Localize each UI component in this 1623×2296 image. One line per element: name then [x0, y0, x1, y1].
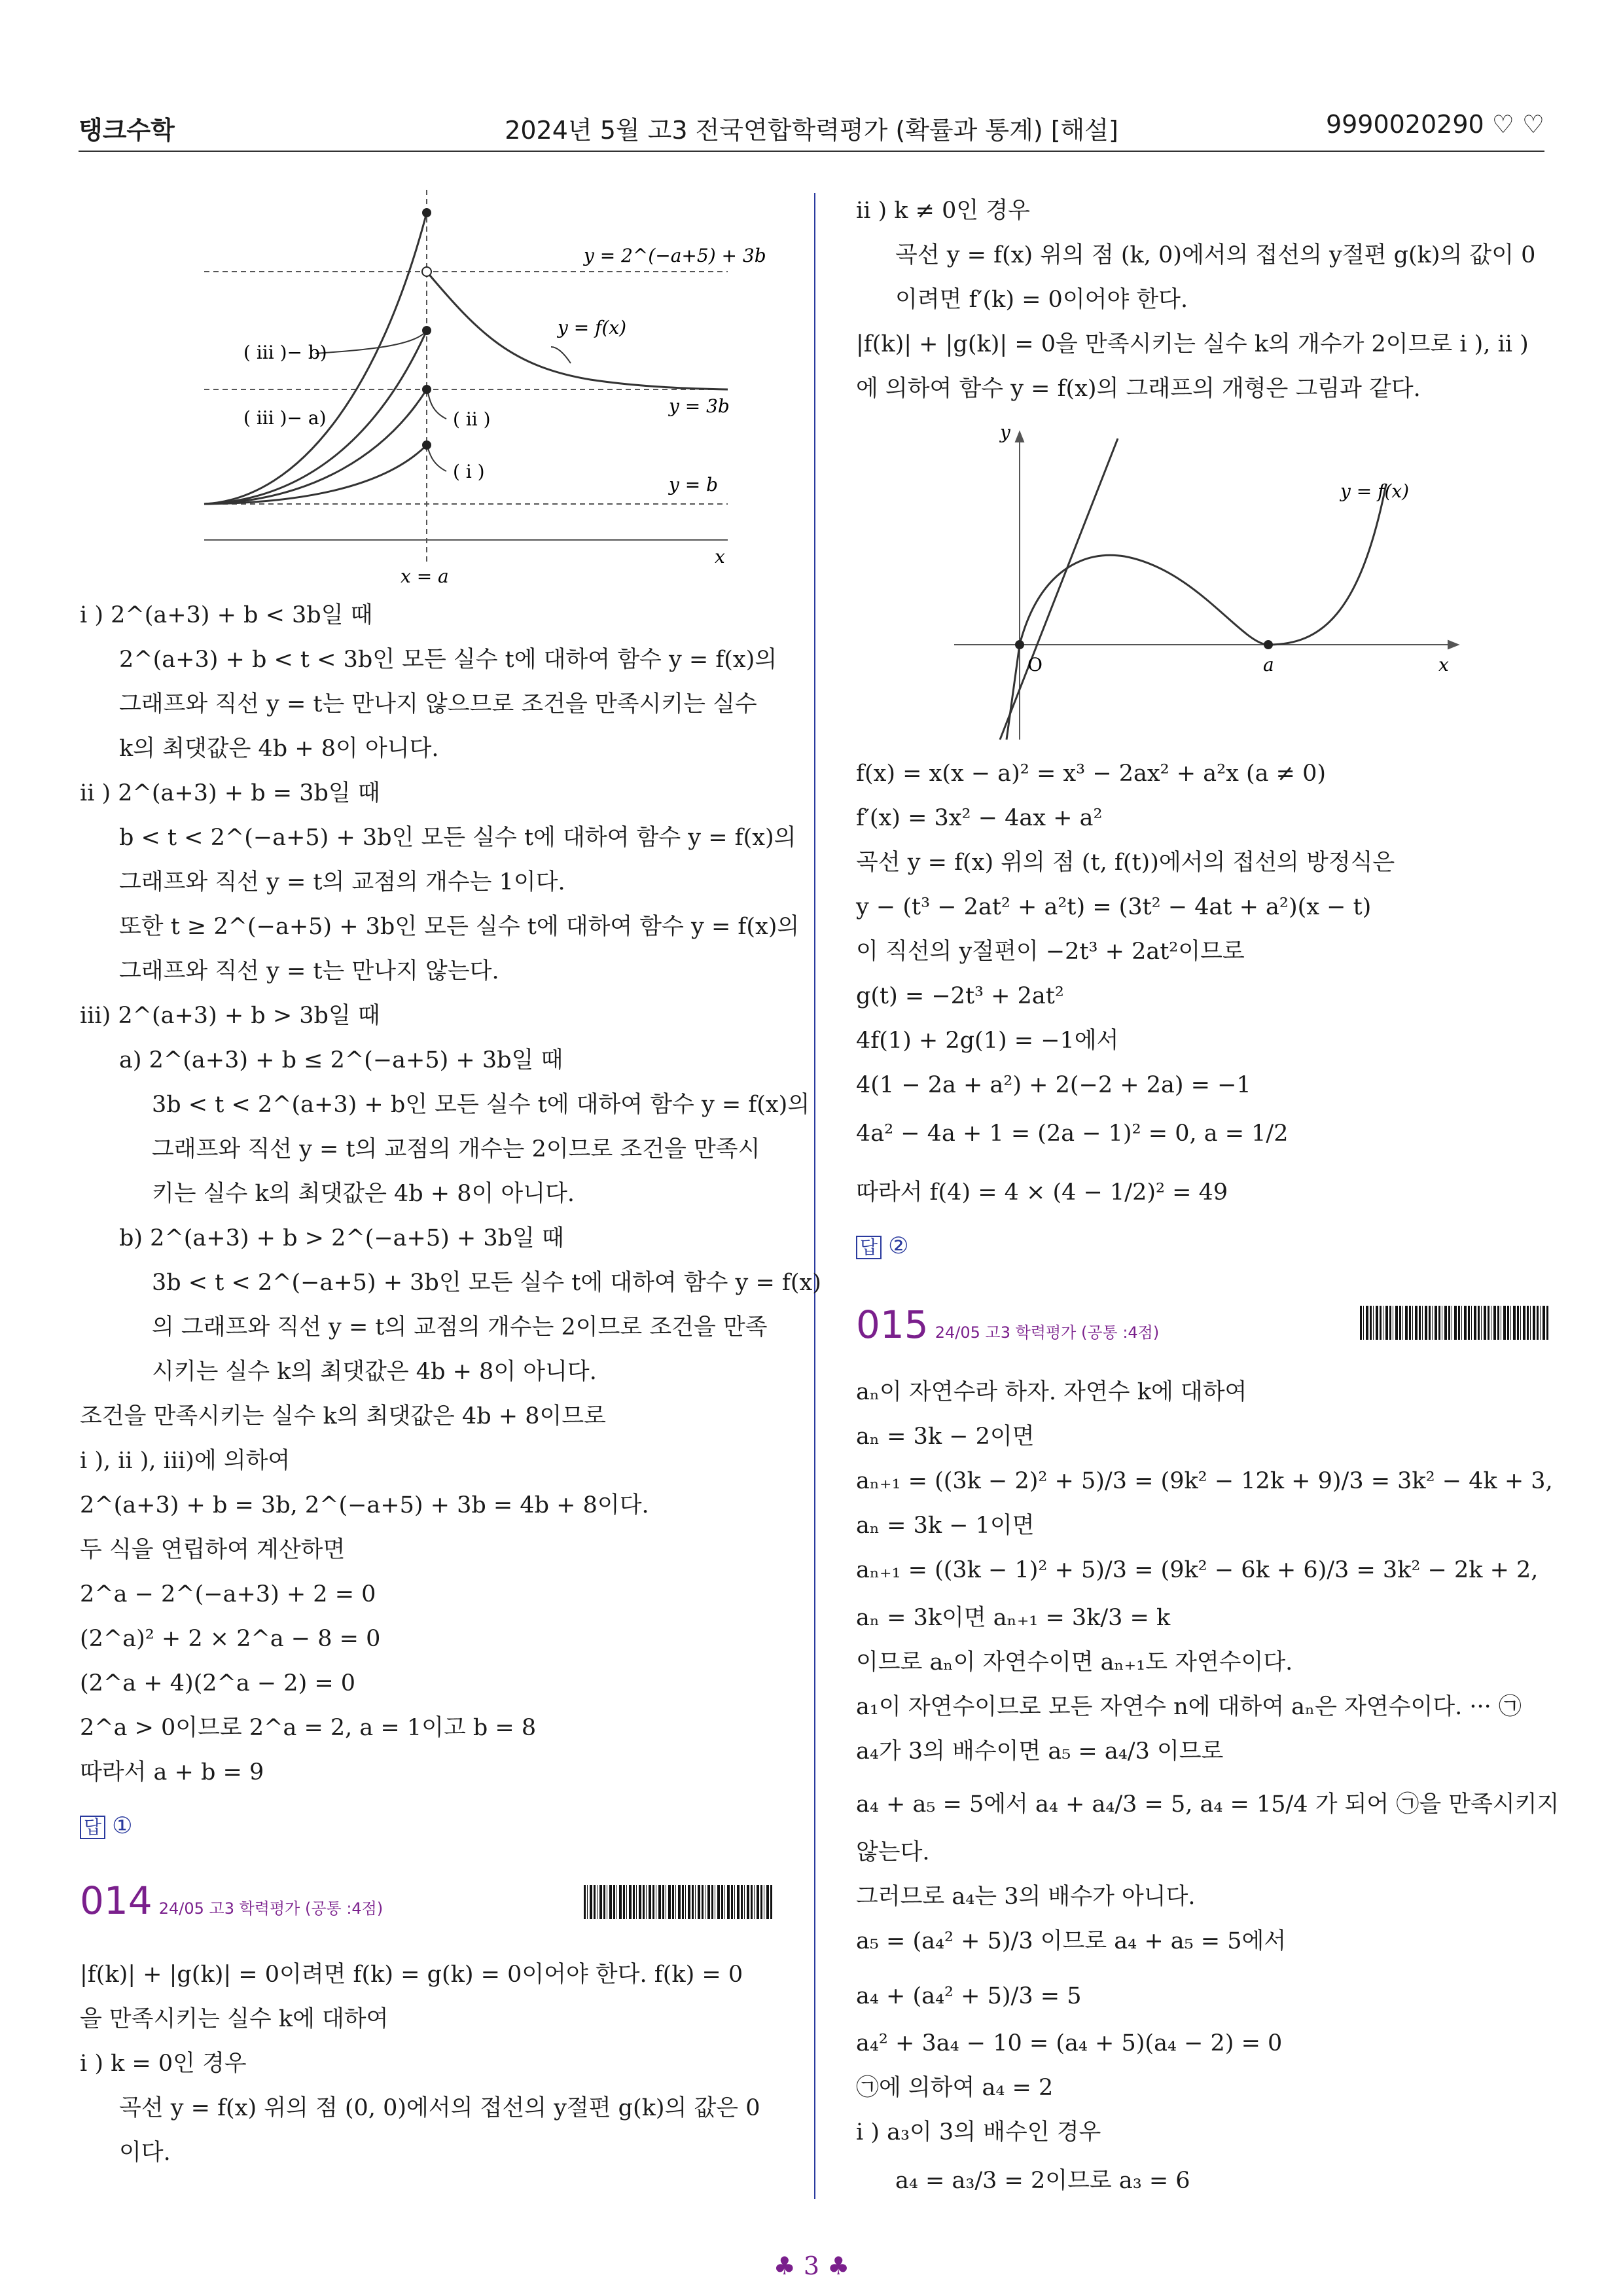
label-xa: x = a [401, 565, 449, 587]
problem-015-heading [856, 1302, 1159, 1347]
label-top: y = 2^(−a+5) + 3b [584, 245, 766, 266]
text-line: (2^a)² + 2 × 2^a − 8 = 0 [80, 1626, 381, 1652]
answer-box: 답 [856, 1236, 882, 1259]
text-line: a₄ = a₃/3 = 2이므로 a₃ = 6 [895, 2168, 1190, 2194]
text-line: 2^(a+3) + b = 3b, 2^(−a+5) + 3b = 4b + 8이다. [80, 1492, 649, 1518]
text-line: i ), ii ), iii)에 의하여 [80, 1448, 291, 1474]
text-line: 곡선 y = f(x) 위의 점 (0, 0)에서의 접선의 y절편 g(k)의 값은 0 [119, 2095, 760, 2121]
label-f: y = f(x) [1340, 480, 1410, 502]
barcode-015 [1360, 1306, 1550, 1340]
point-a [1264, 640, 1273, 649]
text-line: aₙ이 자연수라 하자. 자연수 k에 대하여 [856, 1379, 1247, 1405]
answer-value: ② [888, 1233, 909, 1259]
text-line: 곡선 y = f(x) 위의 점 (k, 0)에서의 접선의 y절편 g(k)의 값이 0 [895, 242, 1536, 268]
problem-meta: 24/05 고3 학력평가 (공통 :4점) [935, 1323, 1160, 1342]
problem-number: 014 [80, 1878, 152, 1923]
text-line: a₄² + 3a₄ − 10 = (a₄ + 5)(a₄ − 2) = 0 [856, 2030, 1283, 2056]
answer-value: ① [112, 1813, 133, 1839]
text-line: b < t < 2^(−a+5) + 3b인 모든 실수 t에 대하여 함수 y = f(x)의 [119, 825, 796, 851]
text-line: 그래프와 직선 y = t는 만나지 않으므로 조건을 만족시키는 실수 [119, 691, 757, 717]
iiib-label-pointer [315, 334, 423, 353]
text-line: 이다. [119, 2140, 171, 2166]
problem-meta: 24/05 고3 학력평가 (공통 :4점) [158, 1899, 383, 1918]
text-line: 그래프와 직선 y = t는 만나지 않는다. [119, 958, 499, 984]
problem-number: 015 [856, 1302, 929, 1347]
text-line: 키는 실수 k의 최댓값은 4b + 8이 아니다. [152, 1181, 575, 1207]
answer-013 [80, 1812, 132, 1840]
text-line: 시키는 실수 k의 최댓값은 4b + 8이 아니다. [152, 1359, 597, 1385]
text-line: 2^(a+3) + b < t < 3b인 모든 실수 t에 대하여 함수 y = f(x)의 [119, 647, 777, 673]
text-line: (2^a + 4)(2^a − 2) = 0 [80, 1670, 356, 1696]
label-iiib: ( iii )− b) [243, 342, 327, 363]
text-line: 그래프와 직선 y = t의 교점의 개수는 1이다. [119, 869, 565, 895]
label-f: y = f(x) [558, 317, 627, 338]
point-i [422, 440, 431, 450]
label-ii: ( ii ) [453, 408, 491, 430]
y-axis-arrow [1016, 432, 1024, 442]
label-a: a [1263, 654, 1274, 675]
text-line: f(x) = x(x − a)² = x³ − 2ax² + a²x (a ≠ 0) [856, 761, 1327, 787]
text-line: a₄가 3의 배수이면 a₅ = a₄/3 이므로 [856, 1738, 1224, 1765]
text-line: 에 의하여 함수 y = f(x)의 그래프의 개형은 그림과 같다. [856, 376, 1421, 402]
origin-point [1015, 640, 1024, 649]
tangent-line [1000, 439, 1118, 740]
text-line: 이므로 aₙ이 자연수이면 aₙ₊₁도 자연수이다. [856, 1649, 1293, 1676]
text-line: a₅ = (a₄² + 5)/3 이므로 a₄ + a₅ = 5에서 [856, 1928, 1287, 1954]
text-line: 의 그래프와 직선 y = t의 교점의 개수는 2이므로 조건을 만족 [152, 1314, 768, 1340]
page-number: ♣ 3 ♣ [773, 2251, 850, 2280]
text-line: 2^a − 2^(−a+3) + 2 = 0 [80, 1581, 376, 1607]
header-code: 9990020290 ♡ ♡ [1325, 110, 1544, 139]
text-line: i ) 2^(a+3) + b < 3b일 때 [80, 602, 373, 628]
text-line: 따라서 f(4) = 4 × (4 − 1/2)² = 49 [856, 1179, 1228, 1206]
text-line: i ) k = 0인 경우 [80, 2051, 247, 2077]
text-line: 4a² − 4a + 1 = (2a − 1)² = 0, a = 1/2 [856, 1121, 1289, 1147]
column-divider [814, 193, 815, 2199]
text-line: iii) 2^(a+3) + b > 3b일 때 [80, 1003, 380, 1029]
open-point [422, 267, 431, 276]
text-line: g(t) = −2t³ + 2at² [856, 983, 1064, 1009]
label-b: y = b [669, 474, 719, 495]
text-line: 또한 t ≥ 2^(−a+5) + 3b인 모든 실수 t에 대하여 함수 y = f(x)의 [119, 914, 800, 940]
text-line: 을 만족시키는 실수 k에 대하여 [80, 2006, 389, 2032]
text-line: a) 2^(a+3) + b ≤ 2^(−a+5) + 3b일 때 [119, 1047, 563, 1073]
page-header [79, 98, 1544, 152]
text-line: ii ) 2^(a+3) + b = 3b일 때 [80, 780, 380, 806]
text-line: aₙ₊₁ = ((3k − 1)² + 5)/3 = (9k² − 6k + 6)/3 = 3k² − 2k + 2, [856, 1557, 1539, 1583]
text-line: 이 직선의 y절편이 −2t³ + 2at²이므로 [856, 939, 1245, 965]
text-line: 조건을 만족시키는 실수 k의 최댓값은 4b + 8이므로 [80, 1403, 606, 1429]
ii-label-pointer [428, 393, 446, 419]
text-line: ㉠에 의하여 a₄ = 2 [856, 2075, 1054, 2101]
text-line: |f(k)| + |g(k)| = 0을 만족시키는 실수 k의 개수가 2이므로 i ), ii ) [856, 331, 1529, 357]
answer-014 [856, 1232, 908, 1261]
x-axis-arrow [1448, 641, 1458, 649]
text-line: |f(k)| + |g(k)| = 0이려면 f(k) = g(k) = 0이어야 한다. f(k) = 0 [80, 1962, 743, 1988]
text-line: aₙ = 3k − 2이면 [856, 1424, 1035, 1450]
text-line: 않는다. [856, 1839, 930, 1865]
text-line: 그러므로 a₄는 3의 배수가 아니다. [856, 1884, 1196, 1910]
text-line: ii ) k ≠ 0인 경우 [856, 198, 1030, 224]
label-3b: y = 3b [669, 395, 730, 417]
text-line: aₙ = 3k이면 aₙ₊₁ = 3k/3 = k [856, 1605, 1171, 1631]
text-line: f′(x) = 3x² − 4ax + a² [856, 805, 1103, 831]
text-line: 따라서 a + b = 9 [80, 1759, 264, 1785]
point-ii [422, 385, 431, 394]
label-i: ( i ) [453, 461, 485, 482]
i-label-pointer [428, 448, 446, 471]
text-line: 3b < t < 2^(a+3) + b인 모든 실수 t에 대하여 함수 y = f(x)의 [152, 1092, 810, 1118]
label-x: x [1438, 654, 1449, 675]
point-iiia [422, 326, 431, 335]
text-line: y − (t³ − 2at² + a²t) = (3t² − 4at + a²)(x − t) [856, 894, 1372, 920]
f-label-pointer [551, 347, 571, 363]
text-line: aₙ = 3k − 1이면 [856, 1513, 1035, 1539]
problem-014-heading [80, 1878, 383, 1923]
text-line: i ) a₃이 3의 배수인 경우 [856, 2119, 1101, 2145]
point-iiib [422, 208, 431, 217]
text-line: b) 2^(a+3) + b > 2^(−a+5) + 3b일 때 [119, 1225, 564, 1251]
text-line: 그래프와 직선 y = t의 교점의 개수는 2이므로 조건을 만족시 [152, 1136, 760, 1162]
text-line: 2^a > 0이므로 2^a = 2, a = 1이고 b = 8 [80, 1715, 537, 1741]
text-line: 4(1 − 2a + a²) + 2(−2 + 2a) = −1 [856, 1072, 1251, 1098]
answer-box: 답 [80, 1816, 105, 1839]
text-line: 두 식을 연립하여 계산하면 [80, 1537, 346, 1563]
curve-f [1007, 484, 1386, 740]
text-line: a₁이 자연수이므로 모든 자연수 n에 대하여 aₙ은 자연수이다. ··· ㉠ [856, 1694, 1522, 1720]
text-line: 3b < t < 2^(−a+5) + 3b인 모든 실수 t에 대하여 함수 y = f(x) [152, 1270, 821, 1296]
text-line: 이려면 f′(k) = 0이어야 한다. [895, 287, 1188, 313]
text-line: k의 최댓값은 4b + 8이 아니다. [119, 736, 439, 762]
barcode-014 [584, 1885, 774, 1919]
curve-case-i [204, 445, 427, 504]
text-line: 4f(1) + 2g(1) = −1에서 [856, 1028, 1119, 1054]
label-iiia: ( iii )− a) [243, 407, 327, 429]
text-line: a₄ + a₅ = 5에서 a₄ + a₄/3 = 5, a₄ = 15/4 가 되어 ㉠을 만족시키지 [856, 1791, 1560, 1818]
figure-exponential-graph [198, 190, 766, 589]
text-line: a₄ + (a₄² + 5)/3 = 5 [856, 1983, 1082, 2009]
label-o: O [1027, 654, 1043, 675]
text-line: aₙ₊₁ = ((3k − 2)² + 5)/3 = (9k² − 12k + 9)/3 = 3k² − 4k + 3, [856, 1468, 1553, 1494]
header-title: 2024년 5월 고3 전국연합학력평가 (확률과 통계) [해설] [505, 116, 1118, 145]
label-y: y [1000, 422, 1010, 443]
text-line: 곡선 y = f(x) 위의 점 (t, f(t))에서의 접선의 방정식은 [856, 850, 1395, 876]
header-brand: 탱크수학 [79, 116, 175, 145]
label-x: x [715, 546, 725, 567]
figure-cubic-graph [954, 419, 1465, 746]
